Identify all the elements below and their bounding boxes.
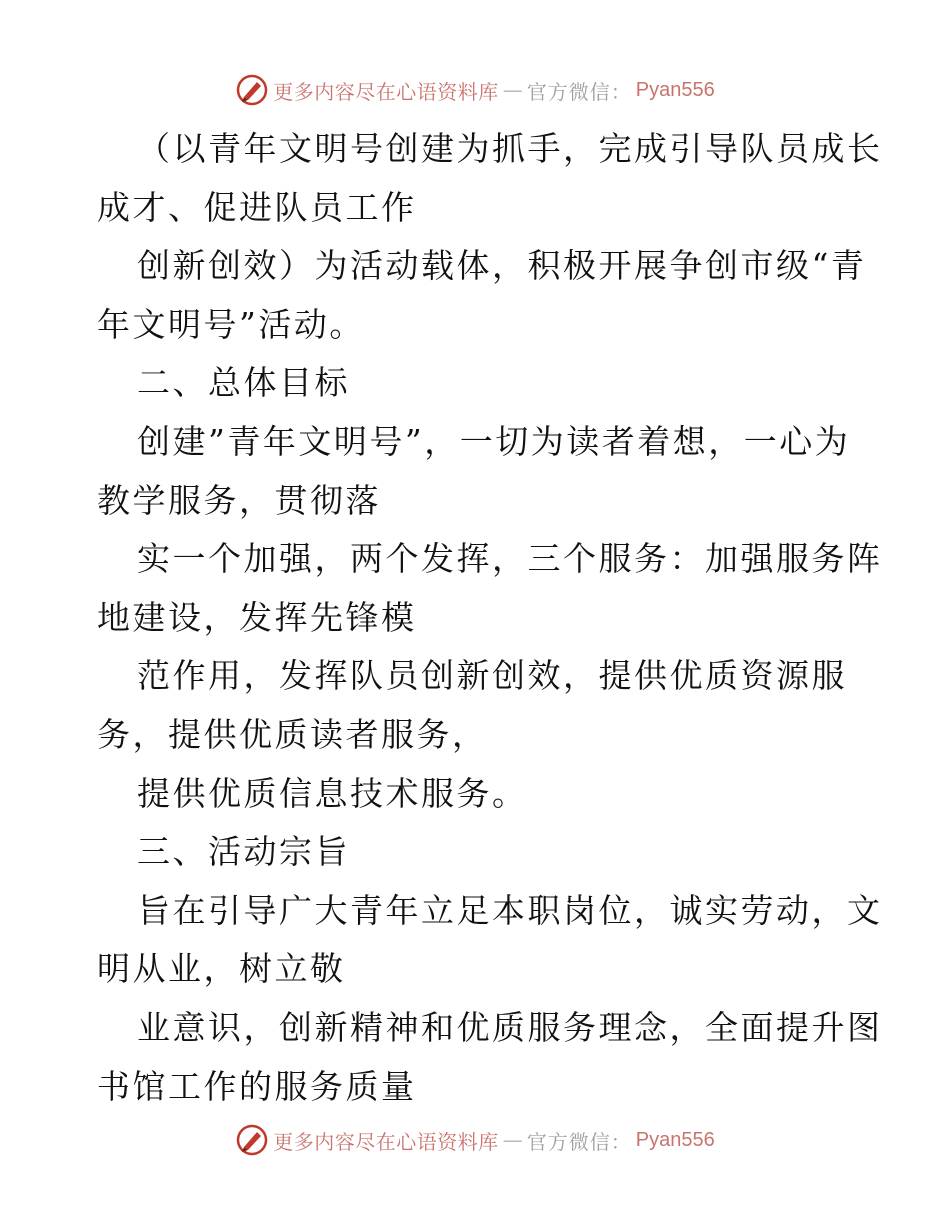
text-line: 务，提供优质读者服务， [97, 714, 488, 754]
watermark-wechat-id: Pyan556 [635, 1128, 715, 1151]
pen-logo-icon [235, 1123, 269, 1157]
pen-logo-icon [235, 73, 269, 107]
document-body [97, 120, 883, 1116]
text-line: 业意识，创新精神和优质服务理念，全面提升图 [137, 1007, 883, 1047]
text-line: 实一个加强，两个发挥，三个服务：加强服务阵 [137, 539, 883, 579]
text-line: 书馆工作的服务质量 [97, 1066, 417, 1106]
section-heading: 三、活动宗旨 [137, 832, 350, 872]
watermark-contact-label: 官方微信： [526, 79, 632, 104]
footer-watermark [0, 1120, 950, 1160]
text-line: 创建”青年文明号”，一切为读者着想，一心为 [137, 421, 851, 461]
text-line: 教学服务，贯彻落 [97, 480, 381, 520]
text-line: 创新创效）为活动载体，积极开展争创市级“青 [137, 246, 867, 286]
text-line: 年文明号”活动。 [97, 304, 365, 344]
text-line: 成才、促进队员工作 [97, 187, 417, 227]
watermark-contact-label: 官方微信： [526, 1129, 632, 1154]
watermark-text: 更多内容尽在心语资料库 [273, 79, 499, 104]
text-line: 旨在引导广大青年立足本职岗位，诚实劳动，文 [137, 890, 883, 930]
watermark-dash: — [502, 1128, 523, 1152]
text-line: 地建设，发挥先锋模 [97, 597, 417, 637]
watermark-wechat-id: Pyan556 [635, 78, 715, 101]
text-line: 提供优质信息技术服务。 [137, 773, 528, 813]
watermark-text: 更多内容尽在心语资料库 [273, 1129, 499, 1154]
header-watermark [0, 70, 950, 110]
watermark-group [235, 1123, 714, 1157]
section-heading: 二、总体目标 [137, 363, 350, 403]
text-line: （以青年文明号创建为抓手，完成引导队员成长 [137, 129, 883, 168]
text-line: 范作用，发挥队员创新创效，提供优质资源服 [137, 656, 847, 696]
watermark-dash: — [502, 78, 523, 102]
watermark-group [235, 73, 714, 107]
text-line: 明从业，树立敬 [97, 949, 346, 989]
